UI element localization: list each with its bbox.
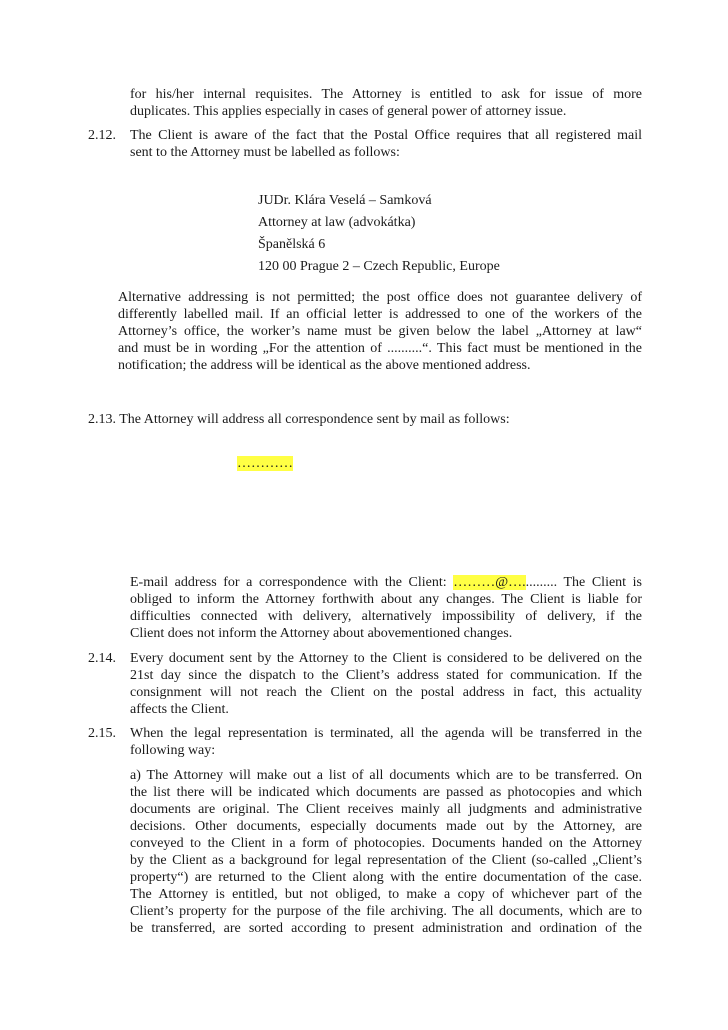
email-placeholder: ………@…. [453,575,526,590]
text-line: by the Client as a background for legal representation of the Client (so-called „Client’s [130,853,642,868]
continuation-paragraph [130,86,642,120]
text-line: 21st day since the dispatch to the Client’s address stated for communication. If the [130,668,642,683]
email-continuation: ......... The Client is [525,575,642,590]
text-line: difficulties connected with delivery, alternatively impossibility of delivery, if the [130,609,642,624]
paragraph-a [130,767,642,937]
address-line: Attorney at law (advokátka) [258,215,416,230]
text-line: notification; the address will be identical as the above mentioned address. [118,358,531,373]
text-line: a) The Attorney will make out a list of all documents which are to be transferred. On [130,768,642,783]
email-label: E-mail address for a correspondence with the Client: [130,575,454,590]
section-number-2-15: 2.15. [88,726,116,741]
addressing-note-paragraph [118,289,642,374]
address-line: 120 00 Prague 2 – Czech Republic, Europe [258,259,500,274]
section-number-2-14: 2.14. [88,651,116,666]
section-number-2-12: 2.12. [88,128,116,143]
client-address-placeholder [237,455,293,472]
text-line: Client’s property for the purpose of the file archiving. The all documents, which are to [130,904,642,919]
text-line: The Client is aware of the fact that the Postal Office requires that all registered mail [130,128,642,143]
text-line: and must be in wording „For the attention of ..........“. This fact must be mentioned in the [118,341,642,356]
text-line: decisions. Other documents, especially documents made out by the Attorney, are [130,819,642,834]
text-line: When the legal representation is terminated, all the agenda will be transferred in the [130,726,642,741]
text-line: obliged to inform the Attorney forthwith about any changes. The Client is liable for [130,592,642,607]
address-line: JUDr. Klára Veselá – Samková [258,193,432,208]
section-2-12-paragraph [130,127,642,161]
text-line: for his/her internal requisites. The Attorney is entitled to ask for issue of more [130,87,642,102]
text-line: sent to the Attorney must be labelled as follows: [130,145,400,160]
section-2-13-heading: 2.13. The Attorney will address all correspondence sent by mail as follows: [88,412,510,427]
text-line: affects the Client. [130,702,229,717]
text-line: property“) are returned to the Client along with the entire documentation of the case. [130,870,642,885]
text-line: Client does not inform the Attorney about abovementioned changes. [130,626,513,641]
text-line: conveyed to the Client in a form of photocopies. Documents handed on the Attorney [130,836,642,851]
text-line [130,574,642,591]
text-line: Every document sent by the Attorney to the Client is considered to be delivered on the [130,651,642,666]
text-line: be transferred, are sorted according to present administration and ordination of the [130,921,642,936]
text-line: documents are original. The Client receives mainly all judgments and administrative [130,802,642,817]
text-line: differently labelled mail. If an official letter is addressed to one of the workers of the [118,307,642,322]
text-line: consignment will not reach the Client on the postal address in fact, this actuality [130,685,642,700]
attorney-address-block [258,190,500,278]
text-line: The Attorney is entitled, but not obliged, to make a copy of whichever part of the [130,887,642,902]
email-paragraph [130,574,642,642]
text-line: Alternative addressing is not permitted; the post office does not guarantee delivery of [118,290,642,305]
text-line: following way: [130,743,216,758]
section-2-15-paragraph [130,725,642,759]
text-line: the list there will be indicated which documents are passed as photocopies and which [130,785,642,800]
address-line: Španělská 6 [258,237,326,252]
text-line: Attorney’s office, the worker’s name must be given below the label „Attorney at law“ [118,324,642,339]
text-line: duplicates. This applies especially in cases of general power of attorney issue. [130,104,567,119]
highlighted-placeholder: ………… [237,456,293,471]
section-2-14-paragraph [130,650,642,718]
